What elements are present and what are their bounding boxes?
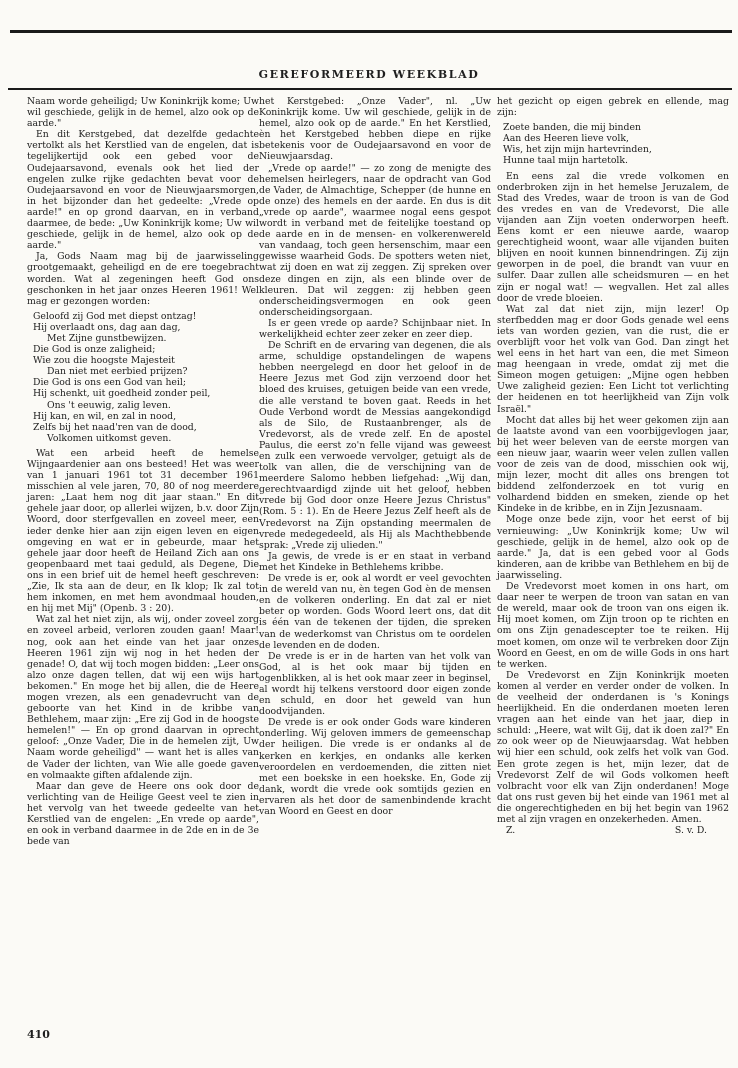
paragraph: De Vredevorst moet komen in ons hart, om daar neer te werpen de troon van satan en van de wereld, maar ook de troon van ons eigen ik. Hij moet komen, om Zijn troon op te richten en om ons Zijn genadescepter toe te reiken. Hij moet komen, om onze wil te verbreken door Zijn Woord en Geest, en om de wille Gods in ons hart te werken. (497, 581, 729, 670)
poem-line: Hunne taal mijn hartetolk. (503, 155, 628, 167)
poem (503, 122, 729, 166)
poem-line: Die God is onze zaligheid; (33, 344, 156, 356)
paragraph: En eens zal die vrede volkomen en onderbroken zijn in het hemelse Jeruzalem, de Stad des Vredes, waar de troon is van de God des vredes en van de Vredevorst, Die alle vijanden aan Zijn voeten onderworpen heeft. Eens komt er een nieuwe aarde, waarop gerechtigheid woont, waar alle vijanden buiten blijven en nooit kunnen binnendringen. Zij zijn geworpen in de poel, die brandt van vuur en sulfer. Daar zullen alle scheidsmuren — en het zijn er nogal wat! — wegvallen. Het zal alles door de vrede bloeien. (497, 170, 729, 304)
paragraph: het gezicht op eigen gebrek en ellende, mag zijn: (497, 96, 729, 119)
signature (497, 825, 729, 836)
poem-line: Zelfs bij het naad'ren van de dood, (33, 421, 197, 433)
paragraph: De Vredevorst en Zijn Koninkrijk moeten komen al verder en verder onder de volken. In de veelheid der onderdanen is 's Konings heerlijkheid. En die onderdanen moeten leren vragen aan het einde van het jaar, diep in schuld: „Heere, wat wilt Gij, dat ik doen zal?" En zo ook weer op de Nieuwjaarsdag. Wat hebben wij hier een schuld, ook zelfs het volk van God. Een grote zegen is het, mijn lezer, dat de Vredevorst Zelf de wil Gods volkomen heeft volbracht voor elk van Zijn onderdanen! Moge dat ons rust geven bij het einde van 1961 met al die ongerechtigheden en bij het begin van 1962 met al zijn vragen en onzekerheden. Amen. (497, 669, 729, 825)
page-header: GEREFORMEERD WEEKBLAD (258, 68, 480, 81)
paragraph: Naam worde geheiligd; Uw Koninkrijk kome; Uw wil geschiede, gelijk in de hemel, alzo ook op de aarde." (27, 96, 259, 130)
paragraph: Mocht dat alles bij het weer gekomen zijn aan de laatste avond van een voorbijgevlogen jaar, bij het weer beleven van de eerste morgen van een nieuw jaar, waarin weer velen zullen vallen voor de zeis van de dood, misschien ook wij, mijn lezer, mocht dit alles ons brengen tot biddend zelfonderzoek en tot vurig en volhardend bidden en smeken, ziende op het Kindeke in de kribbe, en in Zijn Jezusnaam. (497, 414, 729, 515)
paragraph: „Vrede op aarde!" — zo zong de menigte des hemelsen heirlegers, naar de opdracht van God de Vader, de Almachtige, Schepper (de hunne en de onze) des hemels en der aarde. En dus is dit „vrede op aarde", waarmee nogal eens gespot wordt in verband met de feitelijke toestand op de aarde en in de mensen- en volkerenwereld van vandaag, toch geen hersenschim, maar een gewisse waarheid Gods. De spotters weten niet, wat zij doen en wat zij zeggen. Zij spreken over deze dingen en zijn, als een blinde over de kleuren. Dat wil zeggen: zij hebben geen onderscheidingsvermogen en ook geen onderscheidingsorgaan. (259, 162, 491, 318)
paragraph: Moge onze bede zijn, voor het eerst of bij vernieuwing: „Uw Koninkrijk kome; Uw wil geschiede, gelijk in de hemel, alzo ook op de aarde." Ja, dat is een gebed voor al Gods kinderen, aan de kribbe van Bethlehem en bij de jaarwisseling. (497, 514, 729, 581)
top-rule (10, 30, 732, 33)
paragraph: het Kerstgebed: „Onze Vader", nl. „Uw Koninkrijk kome. Uw wil geschiede, gelijk in de hemel, alzo ook op de aarde." En het Kerstlied, èn het Kerstgebed hebben diepe en rijke betekenis voor de Oudejaarsavond en voor de Nieuwjaarsdag. (259, 96, 491, 163)
poem-line: Wis, het zijn mijn hartevrinden, (503, 144, 652, 156)
poem-line: Hij schenkt, uit goedheid zonder peil, (33, 388, 211, 400)
paragraph: Maar dan geve de Heere ons ook door de verlichting van de Heilige Geest veel te zien in het vervolg van het tweede gedeelte van het Kerstlied van de engelen: „En vrede op aarde", en ook in verband daarmee in de 2de en in de 3e bede van (27, 780, 259, 848)
poem-line: Hij overlaadt ons, dag aan dag, (33, 321, 181, 333)
poem-line: Aan des Heeren lieve volk, (503, 133, 629, 145)
poem-line: Die God is ons een God van heil; (33, 377, 187, 389)
column-2 (259, 96, 491, 817)
poem-line: Volkomen uitkomst geven. (47, 432, 172, 444)
paragraph: De vrede is er, ook al wordt er veel gevochten in de wereld van nu, èn tegen God èn de mensen en de volkeren onderling. En dat zal er niet beter op worden. Gods Woord leert ons, dat dit is één van de tekenen der tijden, die spreken van de wederkomst van Christus om te oordelen de levenden en de doden. (259, 573, 491, 651)
paragraph: Wat zal het niet zijn, als wij, onder zoveel zorg en zoveel arbeid, verloren zouden gaan! Maar! nog, ook aan het einde van het jaar onzes Heeren 1961 zijn wij nog in het heden der genade! O, dat wij toch mogen bidden: „Leer ons alzo onze dagen tellen, dat wij een wijs hart bekomen." En moge het bij allen, die de Heere mogen vrezen, als een genadevrucht van de geboorte van het Kind in de kribbe van Bethlehem, maar zijn: „Ere zij God in de hoogste hemelen!" — En op grond daarvan in oprecht geloof: „Onze Vader, Die in de hemelen zijt, Uw Naam worde geheiligd" — want het is alles van de Vader der lichten, van Wie alle goede gaven en volmaakte giften afdalende zijn. (27, 614, 259, 781)
signature-right: S. v. D. (674, 825, 707, 837)
column-3 (497, 96, 729, 836)
paragraph: Is er geen vrede op aarde? Schijnbaar niet. In werkelijkheid echter zeer zeker en zeer diep. (259, 317, 491, 340)
paragraph: En dit Kerstgebed, dat dezelfde gedachte vertolkt als het Kerstlied van de engelen, dat is tegelijkertijd ook een gebed voor de Oudejaarsavond, evenals ook het lied der engelen zulke rijke gedachten bevat voor de Oudejaarsavond en voor de Nieuwjaarsmorgen, in het bijzonder dan het gedeelte: „Vrede op aarde!" en op grond daarvan, en in verband daarmee, de bede: „Uw Koninkrijk kome; Uw wil geschiede, gelijk in de hemel, alzo ook op de aarde." (27, 129, 259, 252)
poem-line: Wie zou die hoogste Majesteit (33, 355, 175, 367)
poem-line: Ons 't eeuwig, zalig leven. (47, 399, 171, 411)
poem-line: Hij kan, en wil, en zal in nood, (33, 410, 177, 422)
header-rule (8, 88, 732, 90)
paragraph: De Schrift en de ervaring van degenen, die als arme, schuldige opstandelingen de wapens hebben neergelegd en door het geloof in de Heere Jezus met God zijn verzoend door het bloed des kruises, getuigen beide van een vrede, die alle verstand te boven gaat. Reeds in het Oude Verbond wordt de Messias aangekondigd als de Silo, de Rustaanbrenger, als de Vredevorst, als de vrede zelf. En de apostel Paulus, die eerst zo'n felle vijand was geweest en zulk een verwoede vervolger, getuigt als de tolk van allen, die de verschijning van de meerdere Salomo hebben liefgehad: „Wij dan, gerechtvaardigd zijnde uit het geloof, hebben vrede bij God door onze Heere Jezus Christus" (Rom. 5 : 1). En de Heere Jezus Zelf heeft als de Vredevorst na Zijn opstanding meermalen de vrede medegedeeld, als Hij als Machthebbende sprak: „Vrede zij ulieden." (259, 340, 491, 551)
poem-line: Geloofd zij God met diepst ontzag! (33, 310, 197, 322)
column-1 (27, 96, 259, 847)
paragraph: Wat een arbeid heeft de hemelse Wijngaardenier aan ons besteed! Het was weer van 1 januari 1961 tot 31 december 1961 misschien al vele jaren, 70, 80 of nog meerdere jaren: „Laat hem nog dit jaar staan." En dit gehele jaar door, op allerlei wijzen, b.v. door Zijn Woord, door sterfgevallen en zoveel meer, een ieder denke hier aan zijn eigen leven en eigen omgeving en wat er in gebeurde, maar het gehele jaar door heeft de Heiland Zich aan ons geopenbaard met taai geduld, als Degene, Die ons in een brief uit de hemel heeft geschreven: „Zie, Ik sta aan de deur, en Ik klop; Ik zal tot hem inkomen, en met hem avondmaal houden, en hij met Mij" (Openb. 3 : 20). (27, 447, 259, 615)
signature-left: Z. (506, 825, 516, 837)
page-number: 410 (27, 1028, 50, 1041)
poem-line: Met Zijne gunstbewijzen. (47, 332, 167, 344)
paragraph: De vrede is er in de harten van het volk van God, al is het ook maar bij tijden en ogenblikken, al is het ook maar zeer in beginsel, al wordt hij telkens verstoord door eigen zonde en schuld, en door het geweld van hun doodvijanden. (259, 650, 491, 718)
paragraph: De vrede is er ook onder Gods ware kinderen onderling. Wij geloven immers de gemeenschap der heiligen. Die vrede is er ondanks al de kerken en kerkjes, en ondanks alle kerken veroordelen en verdoemenden, die zitten niet met een boekske in een hoekske. En, Gode zij dank, wordt die vrede ook somtijds gezien en ervaren als het door de samenbindende kracht van Woord en Geest en door (259, 717, 491, 817)
poem (33, 311, 259, 444)
poem-line: Zoete banden, die mij binden (503, 122, 641, 134)
paragraph: Ja gewis, de vrede is er en staat in verband met het Kindeke in Bethlehems kribbe. (259, 550, 491, 573)
paragraph: Wat zal dat niet zijn, mijn lezer! Op sterfbedden mag er door Gods genade wel eens iets van worden gezien, van die rust, die er overblijft voor het volk van God. Dan zingt het wel eens in het hart van een, die met Simeon mag heengaan in vrede, omdat zij met die Simeon mogen getuigen: „Mijne ogen hebben Uwe zaligheid gezien: Een Licht tot verlichting der heidenen en tot heerlijkheid van Zijn volk Israël." (497, 303, 729, 415)
paragraph: Ja, Gods Naam mag bij de jaarwisseling grootgemaakt, geheiligd en de ere toegebracht worden. Wat al zegeningen heeft God ons geschonken in het jaar onzes Heeren 1961! Wel mag er gezongen worden: (27, 251, 259, 307)
poem-line: Dan niet met eerbied prijzen? (47, 366, 188, 378)
